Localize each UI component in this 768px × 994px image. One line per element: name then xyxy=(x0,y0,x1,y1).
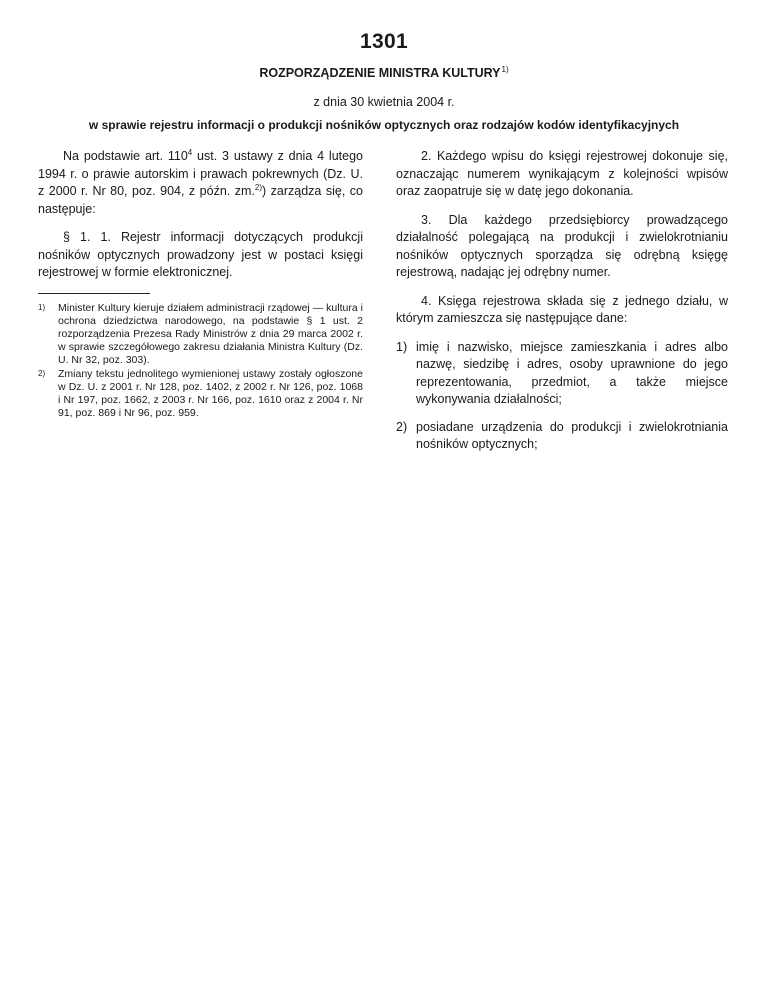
position-number: 1301 xyxy=(360,30,408,53)
footnote-2 xyxy=(38,368,363,421)
paragraph-4: 4. Księga rejestrowa składa się z jednego działu, w którym zamieszcza się następujące dane: xyxy=(396,293,728,325)
footnote-1 xyxy=(38,302,363,368)
footnote-divider xyxy=(38,293,150,294)
list-item-mark: 2) xyxy=(396,419,408,434)
preamble-text-2: ust. 3 ustawy z dnia 4 lutego 1994 r. o prawie autorskim i prawach pokrewnych (Dz. U. z 2000 r. Nr 80, poz. 904, z późn. zm. xyxy=(38,149,363,198)
regulation-subject: w sprawie rejestru informacji o produkcji nośników optycznych oraz rodzajów kodów identyfikacyjnych xyxy=(88,118,680,132)
footnote-1-text: Minister Kultury kieruje działem administracji rządowej — kultura i ochrona dziedzictwa narodowego, na podstawie § 1 ust. 2 rozporządzenia Prezesa Rady Ministrów z dnia 29 marca 2002 r. w sprawie szczegółowego zakresu działania Ministra Kultury (Dz. U. Nr 32, poz. 303). xyxy=(58,301,363,367)
preamble-text-1: Na podstawie art. 110 xyxy=(63,149,188,163)
right-column xyxy=(396,148,728,464)
left-column xyxy=(38,148,363,420)
list-item-text: imię i nazwisko, miejsce zamieszkania i adres albo nazwę, siedzibę i adres, osoby uprawnione do jego reprezentowania, przedmiot, a także miejsce wykonywania działalności; xyxy=(416,339,728,406)
title-footnote-mark: 1) xyxy=(501,65,509,74)
list-item xyxy=(396,419,728,454)
preamble-superscript: 4 xyxy=(187,148,193,157)
footnote-2-mark: 2) xyxy=(38,368,46,378)
section-1: § 1. 1. Rejestr informacji dotyczących produkcji nośników optycznych prowadzony jest w postaci księgi rejestrowej w formie elektronicznej. xyxy=(38,230,363,279)
preamble-text-3: ) zarządza się, co następuje: xyxy=(38,184,363,216)
footnote-1-mark: 1) xyxy=(38,302,46,312)
footnote-2-text: Zmiany tekstu jednolitego wymienionej ustawy zostały ogłoszone w Dz. U. z 2001 r. Nr 128, poz. 1402, z 2002 r. Nr 126, poz. 1068 i Nr 197, poz. 1662, z 2003 r. Nr 166, poz. 1610 oraz z 2004 r. Nr 91, poz. 869 i Nr 96, poz. 959. xyxy=(58,367,363,420)
regulation-date: z dnia 30 kwietnia 2004 r. xyxy=(313,95,455,109)
paragraph-3: 3. Dla każdego przedsiębiorcy prowadzącego działalność polegającą na produkcji i zwielokrotnianiu nośników optycznych sporządza się odrębną księgę rejestrową, nadając jej odrębny numer. xyxy=(396,212,728,279)
paragraph-2: 2. Każdego wpisu do księgi rejestrowej dokonuje się, oznaczając numerem wynikającym z kolejności wpisów oraz zaopatruje się w datę jego dokonania. xyxy=(396,149,728,198)
list-item-text: posiadane urządzenia do produkcji i zwielokrotniania nośników optycznych; xyxy=(416,419,728,451)
preamble xyxy=(38,148,363,218)
regulation-title-text: ROZPORZĄDZENIE MINISTRA KULTURY xyxy=(259,66,501,80)
list-item xyxy=(396,339,728,409)
regulation-title xyxy=(0,65,768,80)
preamble-footnote-mark: 2) xyxy=(254,183,262,192)
list-item-mark: 1) xyxy=(396,339,408,354)
